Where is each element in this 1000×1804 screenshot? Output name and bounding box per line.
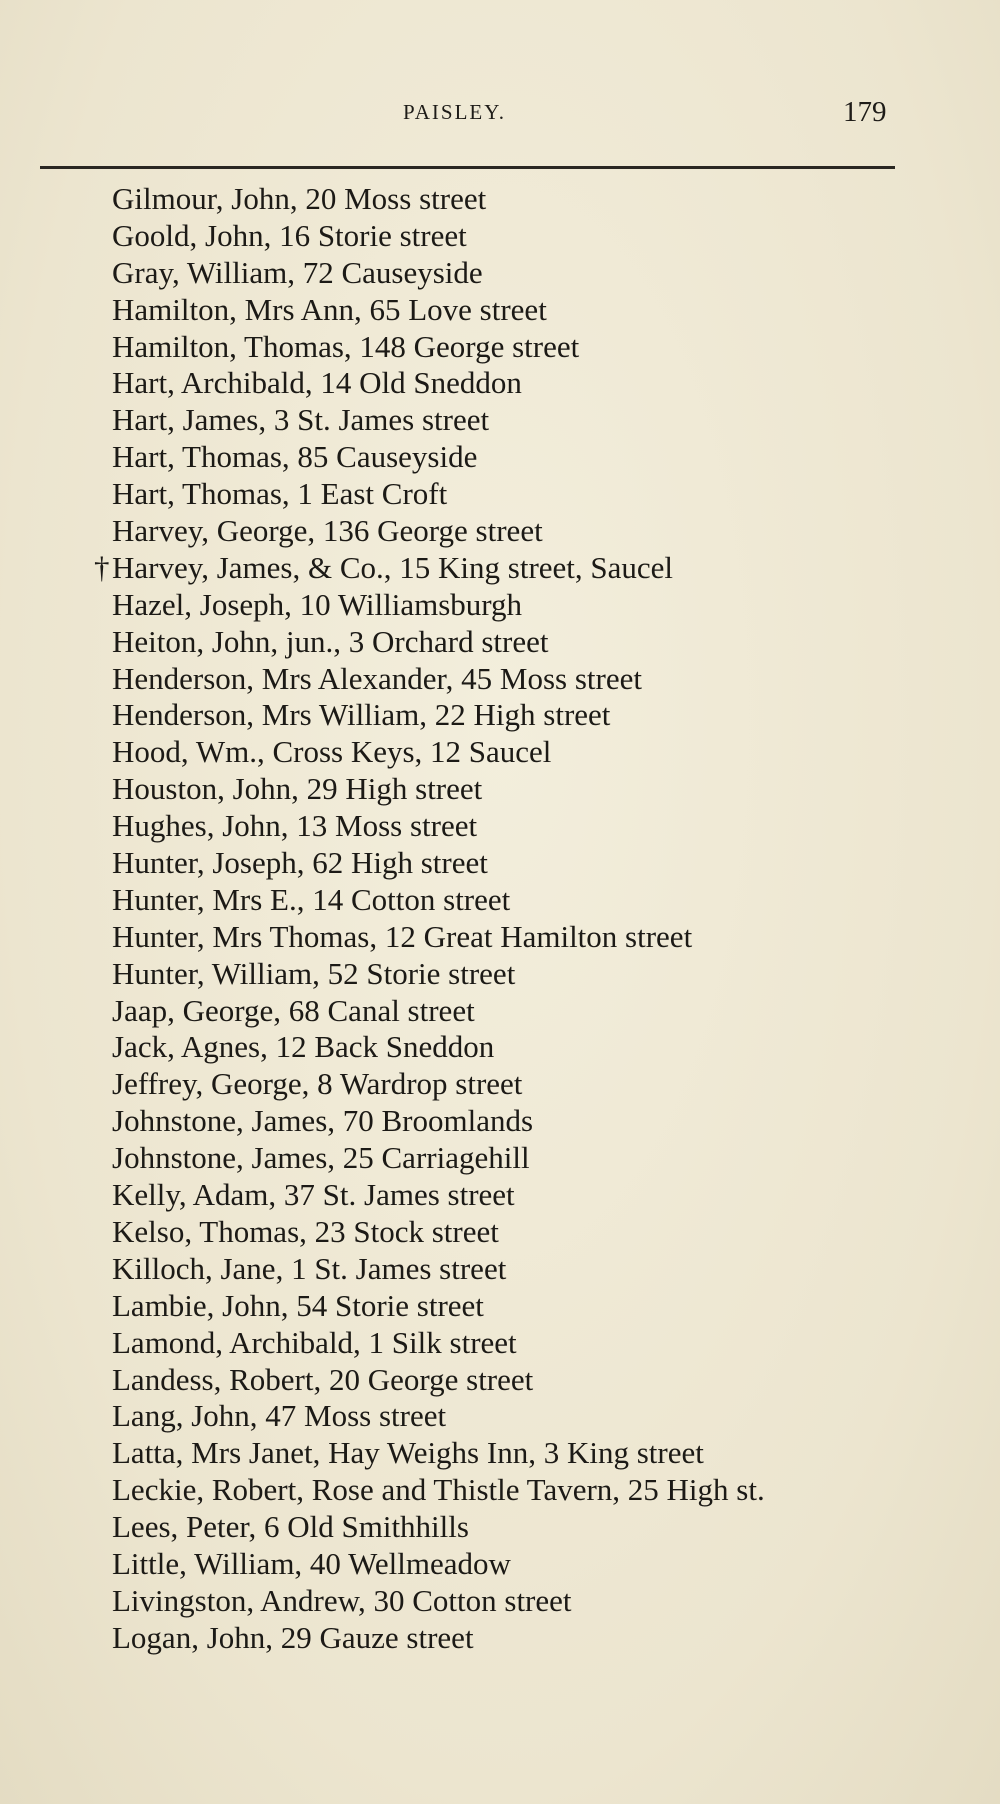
directory-entry: Latta, Mrs Janet, Hay Weighs Inn, 3 King street [112, 1435, 704, 1471]
directory-entry: Hunter, William, 52 Storie street [112, 955, 516, 991]
directory-entry: Jeffrey, George, 8 Wardrop street [112, 1066, 523, 1102]
directory-entry: Hunter, Joseph, 62 High street [112, 845, 488, 881]
directory-entry: Hamilton, Mrs Ann, 65 Love street [112, 291, 547, 327]
directory-entry: Leckie, Robert, Rose and Thistle Tavern, 25 High st. [112, 1472, 765, 1508]
directory-entry: Henderson, Mrs William, 22 High street [112, 697, 611, 733]
directory-entry: Hart, Archibald, 14 Old Sneddon [112, 365, 522, 401]
directory-entry: Lambie, John, 54 Storie street [112, 1287, 484, 1323]
directory-entry: Lees, Peter, 6 Old Smithhills [112, 1509, 469, 1545]
directory-entry: Hughes, John, 13 Moss street [112, 808, 478, 844]
directory-entry: Hamilton, Thomas, 148 George street [112, 328, 580, 364]
directory-entry: Harvey, George, 136 George street [112, 513, 543, 549]
directory-entry-text: Harvey, James, & Co., 15 King street, Saucel [112, 549, 674, 585]
directory-entry: Goold, John, 16 Storie street [112, 217, 467, 253]
directory-entry: Livingston, Andrew, 30 Cotton street [112, 1582, 572, 1618]
directory-entry: Hunter, Mrs Thomas, 12 Great Hamilton street [112, 918, 693, 954]
directory-entry: Hart, James, 3 St. James street [112, 402, 490, 438]
directory-entry: Little, William, 40 Wellmeadow [112, 1545, 511, 1581]
directory-entry: Houston, John, 29 High street [112, 771, 483, 807]
page-number: 179 [843, 96, 887, 128]
directory-entry: Hart, Thomas, 1 East Croft [112, 476, 448, 512]
directory-entry: Heiton, John, jun., 3 Orchard street [112, 623, 549, 659]
directory-list [94, 181, 972, 1657]
directory-entry: Logan, John, 29 Gauze street [112, 1619, 474, 1655]
directory-entry: Lamond, Archibald, 1 Silk street [112, 1324, 517, 1360]
directory-entry: Kelso, Thomas, 23 Stock street [112, 1213, 499, 1249]
directory-entry: Johnstone, James, 70 Broomlands [112, 1103, 534, 1139]
dagger-mark: † [94, 549, 110, 585]
running-head: PAISLEY. [403, 100, 506, 124]
directory-entry: Gilmour, John, 20 Moss street [112, 181, 487, 216]
directory-entry: Killoch, Jane, 1 St. James street [112, 1250, 507, 1286]
directory-entry: Landess, Robert, 20 George street [112, 1361, 534, 1397]
directory-entry: Jack, Agnes, 12 Back Sneddon [112, 1029, 495, 1065]
directory-entry: Hazel, Joseph, 10 Williamsburgh [112, 586, 523, 622]
directory-entry: Hunter, Mrs E., 14 Cotton street [112, 881, 511, 917]
directory-entry: Kelly, Adam, 37 St. James street [112, 1177, 515, 1213]
directory-entry-marked [94, 549, 972, 587]
directory-entry: Jaap, George, 68 Canal street [112, 992, 475, 1028]
header-rule [40, 166, 895, 169]
directory-entry: Johnstone, James, 25 Carriagehill [112, 1140, 530, 1176]
directory-entry: Hood, Wm., Cross Keys, 12 Saucel [112, 734, 552, 770]
directory-entry: Lang, John, 47 Moss street [112, 1398, 447, 1434]
directory-entry: Henderson, Mrs Alexander, 45 Moss street [112, 660, 642, 696]
directory-entry: Gray, William, 72 Causeyside [112, 254, 483, 290]
directory-entry: Hart, Thomas, 85 Causeyside [112, 439, 478, 475]
